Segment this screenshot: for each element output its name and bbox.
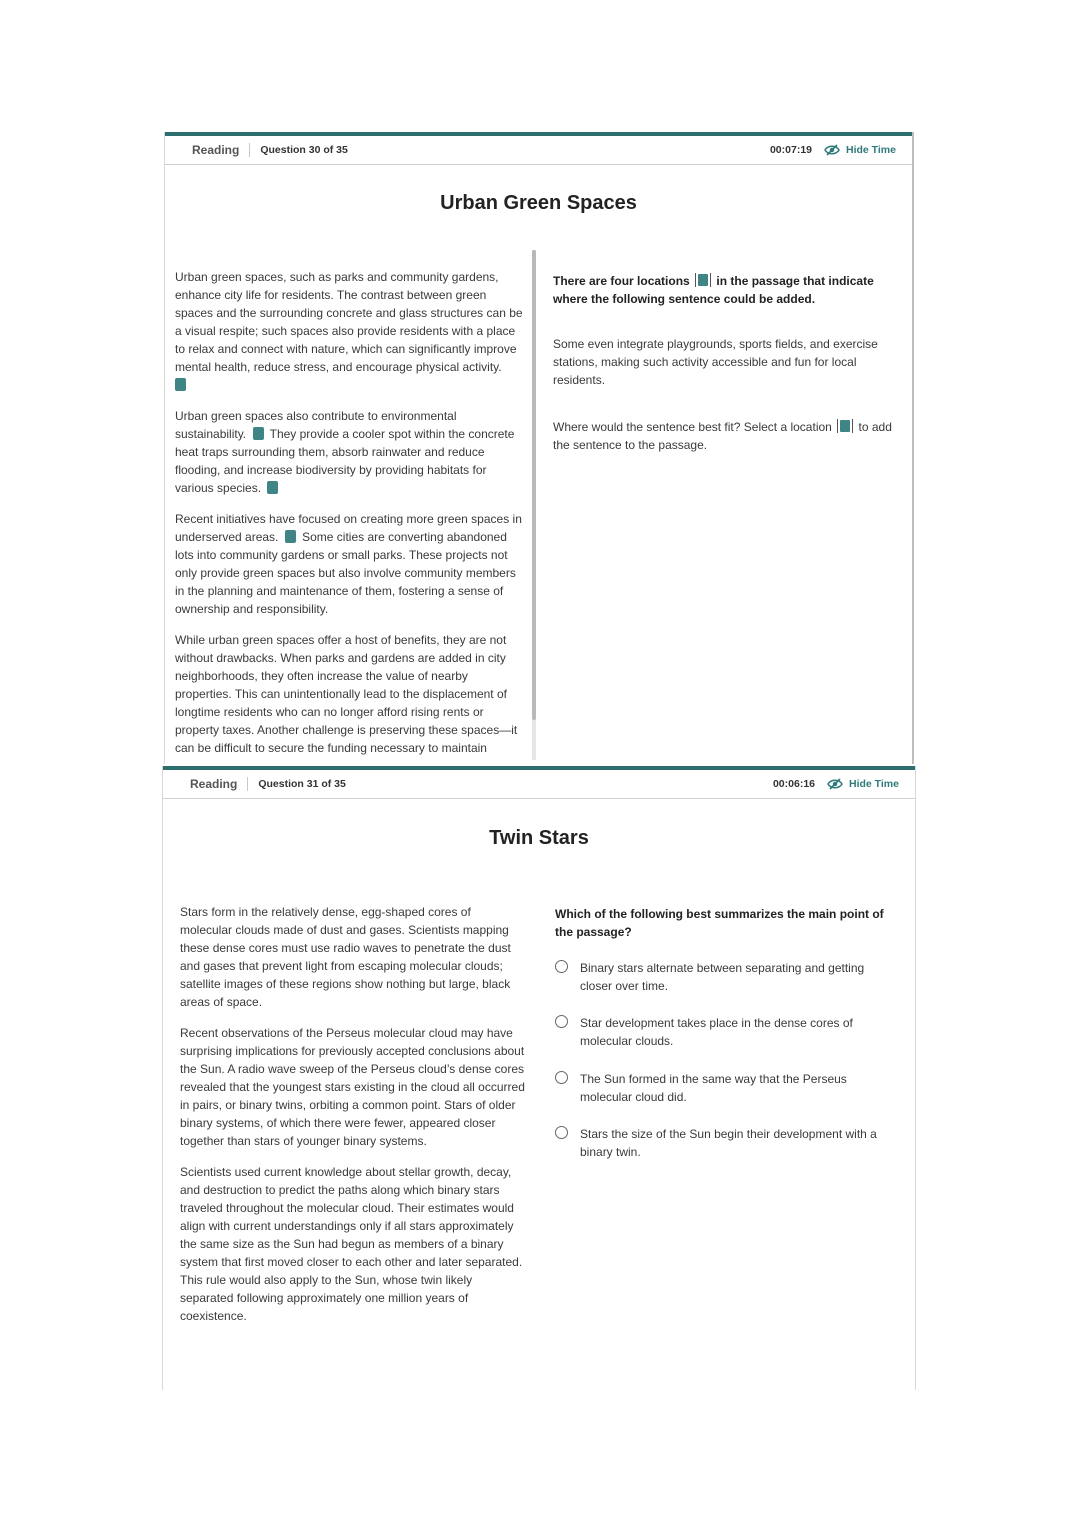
answer-option-1[interactable] bbox=[555, 959, 885, 995]
paragraph-text: Urban green spaces also contribute to environmental sustainability. bbox=[175, 409, 457, 441]
timer: 00:07:19 bbox=[769, 144, 812, 156]
radio-button[interactable] bbox=[555, 960, 568, 973]
paragraph-text: Some cities are converting abandoned lots into community gardens or small parks. These projects not only provide green spaces but also involve community members in the planning and maintenance of them, fostering a sense of ownership and responsibility. bbox=[175, 530, 516, 616]
paragraph-text: They provide a cooler spot within the concrete heat traps surrounding them, absorb rainwater and reduce flooding, and increase biodiversity by providing habitats for various species. bbox=[175, 427, 515, 495]
option-text: The Sun formed in the same way that the Perseus molecular cloud did. bbox=[580, 1072, 847, 1104]
option-text: Star development takes place in the dense cores of molecular clouds. bbox=[580, 1016, 853, 1048]
option-text: Binary stars alternate between separating and getting closer over time. bbox=[580, 961, 865, 993]
passage-text bbox=[175, 268, 523, 760]
timer-tools bbox=[770, 136, 896, 164]
question-counter: Question 31 of 35 bbox=[258, 778, 346, 790]
radio-button[interactable] bbox=[555, 1015, 568, 1028]
top-bar bbox=[163, 766, 915, 799]
instructions bbox=[553, 418, 898, 454]
question-prompt bbox=[553, 272, 893, 308]
prompt-text: in the passage that indicate where the following sentence could be added. bbox=[553, 274, 874, 306]
radio-button[interactable] bbox=[555, 1126, 568, 1139]
instructions-text: to add the sentence to the passage. bbox=[553, 420, 892, 452]
paragraph bbox=[175, 631, 523, 757]
insert-location-3[interactable] bbox=[267, 481, 278, 494]
section-label: Reading bbox=[190, 777, 238, 791]
timer: 00:06:16 bbox=[772, 778, 815, 790]
scrollbar-thumb[interactable] bbox=[532, 250, 536, 720]
question-30-screen bbox=[164, 132, 914, 764]
top-bar bbox=[165, 132, 912, 165]
radio-button[interactable] bbox=[555, 1071, 568, 1084]
paragraph-text: Recent initiatives have focused on creating more green spaces in underserved areas. bbox=[175, 512, 522, 544]
timer-tools bbox=[773, 770, 899, 798]
eye-slash-icon[interactable] bbox=[827, 778, 843, 790]
location-marker-icon bbox=[695, 273, 711, 287]
option-text: Stars the size of the Sun begin their development with a binary twin. bbox=[580, 1127, 877, 1159]
divider bbox=[249, 143, 250, 157]
passage-scrollbar[interactable] bbox=[532, 250, 536, 760]
answer-option-3[interactable] bbox=[555, 1070, 885, 1106]
answer-option-2[interactable] bbox=[555, 1014, 885, 1050]
paragraph: Recent observations of the Perseus molecular cloud may have surprising implications for previously accepted conclusions about the Sun. A radio wave sweep of the Perseus cloud’s dense cores revealed that the youngest stars existing in the cloud all occurred in pairs, or binary twins, orbiting a common point. Stars of older binary systems, of which there were fewer, appeared closer together than stars of younger binary systems. bbox=[180, 1026, 525, 1148]
hide-time-button[interactable]: Hide Time bbox=[846, 144, 896, 156]
eye-slash-icon[interactable] bbox=[824, 144, 840, 156]
insert-location-4[interactable] bbox=[285, 530, 296, 543]
paragraph: Stars form in the relatively dense, egg-shaped cores of molecular clouds made of dust and gases. Scientists mapping these dense cores must use radio waves to penetrate the dust and gases that prevent light from escaping molecular clouds; satellite images of these regions show nothing but large, black areas of space. bbox=[180, 905, 511, 1009]
section-label: Reading bbox=[192, 143, 240, 157]
sentence-to-insert: Some even integrate playgrounds, sports fields, and exercise stations, making such activity accessible and fun for local residents. bbox=[553, 337, 878, 387]
insert-location-2[interactable] bbox=[253, 427, 264, 440]
question-text: Which of the following best summarizes the main point of the passage? bbox=[555, 907, 884, 939]
paragraph: Scientists used current knowledge about stellar growth, decay, and destruction to predict the paths along which binary stars traveled throughout the molecular cloud. Their estimates would align with current understandings only if all stars approximately the same size as the Sun had begun as members of a binary system that first moved closer to each other and later separated. This rule would also apply to the Sun, whose twin likely separated following approximately one million years of coexistence. bbox=[180, 1165, 523, 1323]
paragraph-text: While urban green spaces offer a host of benefits, they are not without drawbacks. When parks and gardens are added in city neighborhoods, they often increase the value of nearby properties. This can unintentionally lead to the displacement of longtime residents who can no longer afford rising rents or property taxes. Another challenge is preserving these spaces—it can be difficult to secure the funding necessary to maintain bbox=[175, 633, 518, 755]
answer-option-4[interactable] bbox=[555, 1125, 885, 1161]
passage-title: Twin Stars bbox=[489, 827, 589, 849]
paragraph bbox=[175, 510, 523, 618]
paragraph bbox=[175, 407, 523, 497]
question-31-screen bbox=[162, 766, 916, 1390]
paragraph bbox=[175, 268, 523, 394]
insert-location-1[interactable] bbox=[175, 378, 186, 391]
paragraph-text: Urban green spaces, such as parks and community gardens, enhance city life for residents. The contrast between green spaces and the surrounding concrete and glass structures can be a visual respite; such spaces also provide residents with a place to relax and connect with nature, which can significantly improve mental health, reduce stress, and encourage physical activity. bbox=[175, 270, 523, 374]
question-counter: Question 30 of 35 bbox=[260, 144, 348, 156]
location-marker-icon bbox=[837, 419, 853, 433]
instructions-text: Where would the sentence best fit? Select a location bbox=[553, 420, 832, 434]
passage-text bbox=[180, 903, 525, 1338]
passage-title: Urban Green Spaces bbox=[440, 192, 637, 214]
hide-time-button[interactable]: Hide Time bbox=[849, 778, 899, 790]
prompt-text: There are four locations bbox=[553, 274, 690, 288]
divider bbox=[247, 777, 248, 791]
